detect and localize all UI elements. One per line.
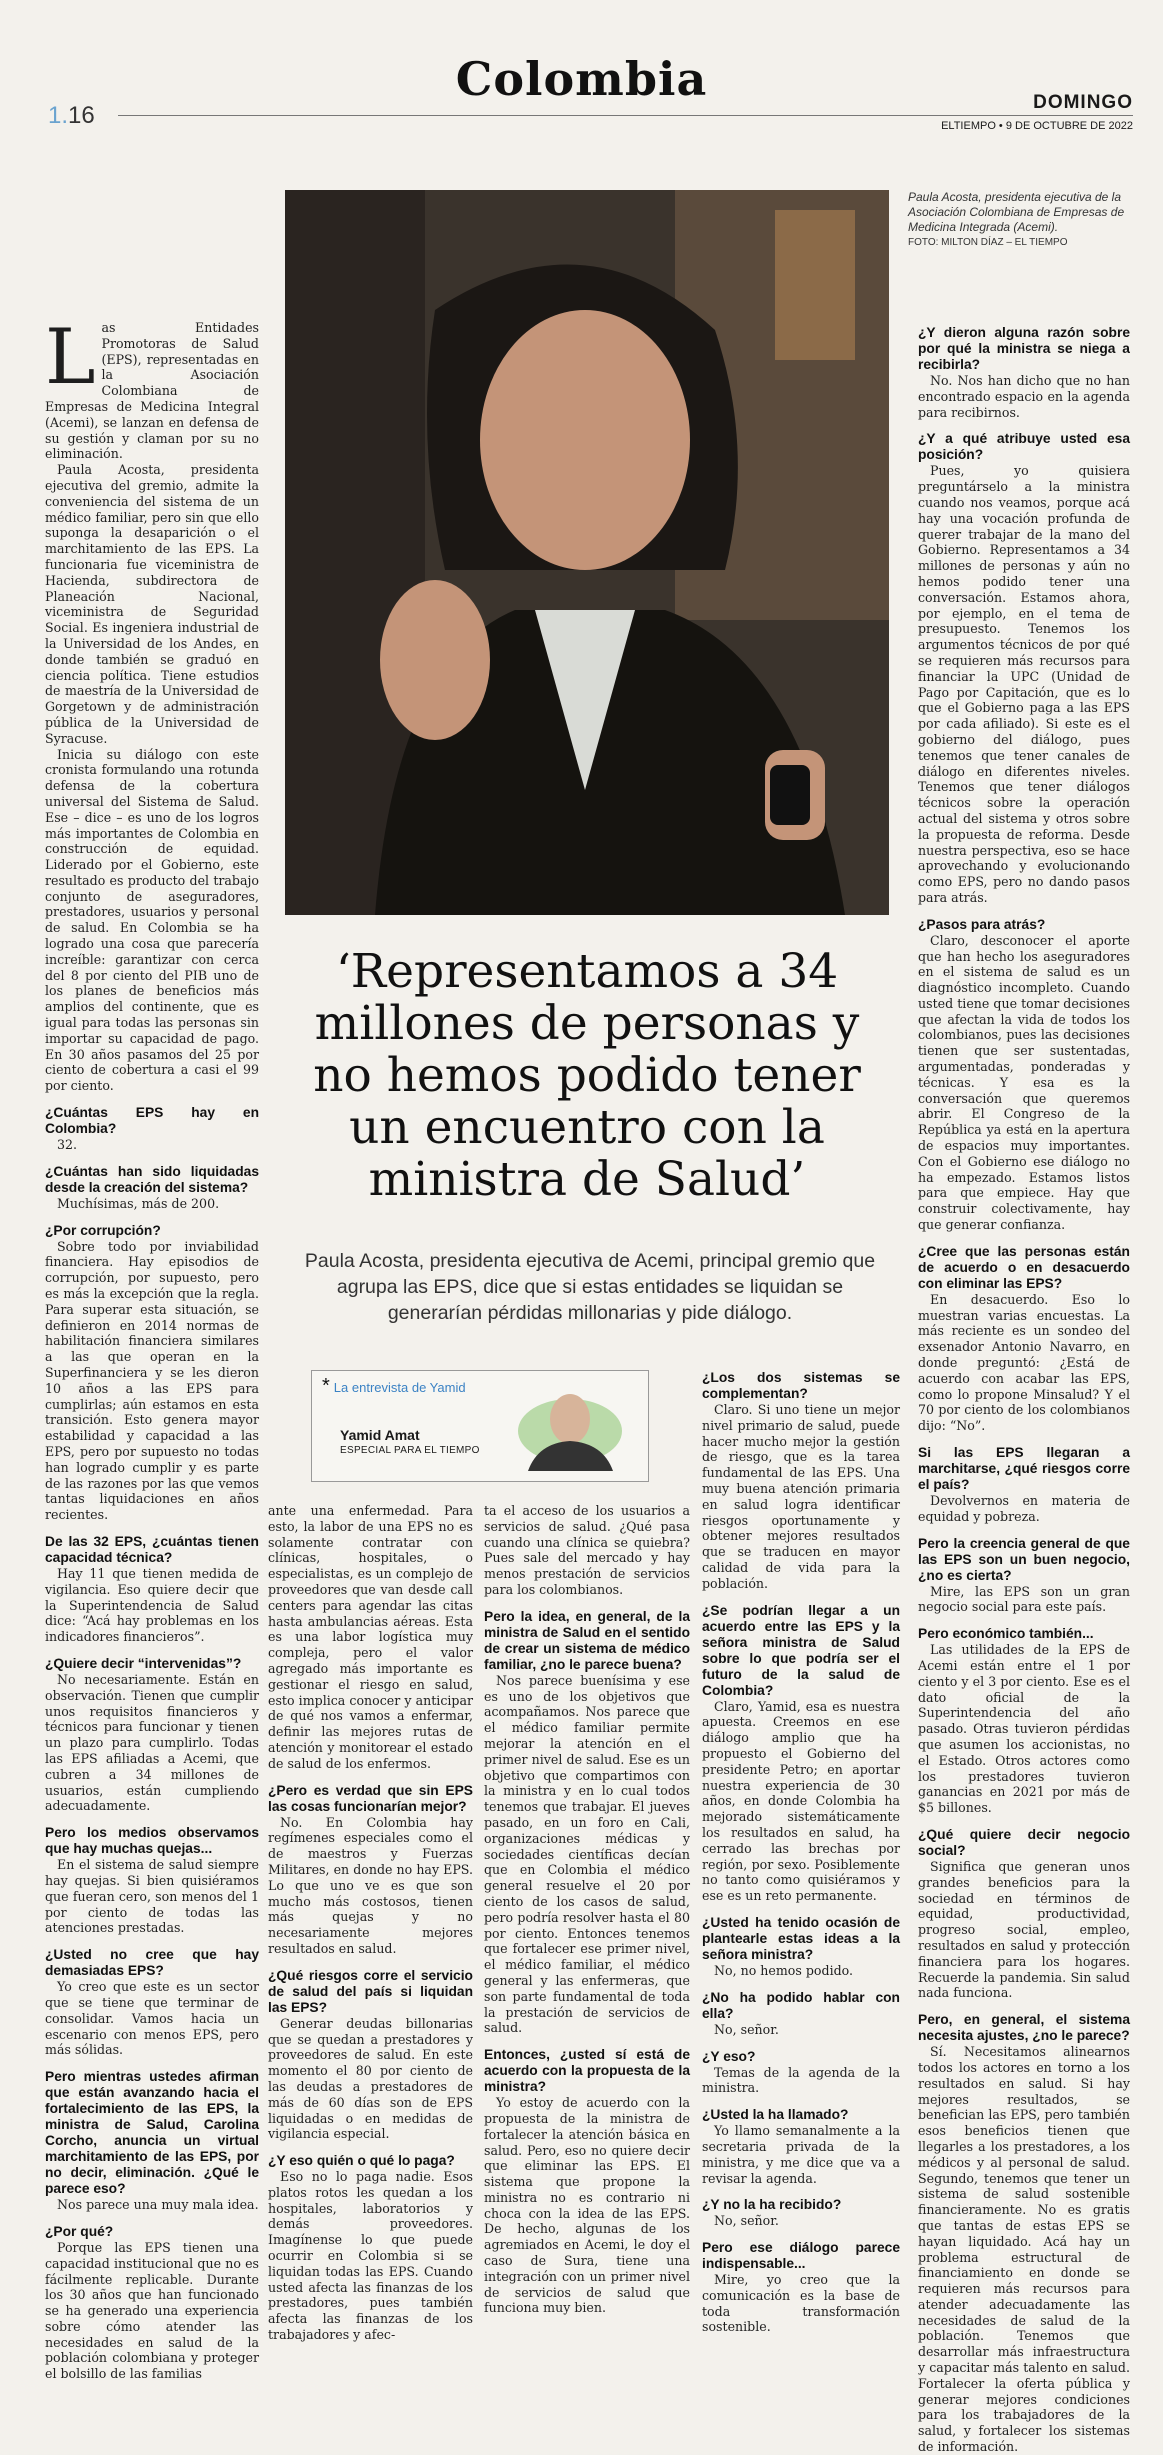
photo-credit: FOTO: MILTON DÍAZ – EL TIEMPO: [908, 237, 1068, 248]
question: ¿Cree que las personas están de acuerdo o en desacuerdo con eliminar las EPS?: [918, 1243, 1130, 1291]
answer: Sobre todo por inviabilidad financiera. Hay episodios de corrupción, por supuesto, pero es más la excepción que la regla. Para superar esta situación, se definieron en 2014 normas de habilitación financiera similares a las que operan en la Superfinanciera y se les dieron 10 años a las EPS para cumplirlas; aún estamos en esta transición. Esto genera mayor estabilidad y capacidad a las EPS, pero por supuesto no todas han logrado cumplir y es parte de las razones por las que vemos tantas liquidaciones en años recientes.: [45, 1238, 259, 1523]
byline-role: ESPECIAL PARA EL TIEMPO: [340, 1445, 480, 1456]
question: ¿Se podrían llegar a un acuerdo entre las EPS y la señora ministra de Salud sobre lo que podría ser el futuro de la salud de Colombia?: [702, 1602, 900, 1698]
question: ¿Pero es verdad que sin EPS las cosas funcionarían mejor?: [268, 1782, 473, 1814]
column-1: [45, 312, 259, 2382]
question: Pero mientras ustedes afirman que están avanzando hacia el fortalecimiento de las EPS, la ministra de Salud, Carolina Corcho, anuncia un virtual marchitamiento de las EPS, por no decir, eliminación. ¿Qué le parece eso?: [45, 2069, 259, 2197]
question: ¿Qué quiere decir negocio social?: [918, 1826, 1130, 1858]
column-2: [268, 1503, 473, 2343]
answer: Generar deudas billonarias que se quedan a prestadores y proveedores de salud. En este momento el 80 por ciento de las deudas a prestadores de más de 60 días son de EPS liquidadas o en medidas de vigilancia especial.: [268, 2015, 473, 2142]
question: ¿No ha podido hablar con ella?: [702, 1989, 900, 2021]
column-4: [702, 1370, 900, 2335]
answer: Yo llamo semanalmente a la secretaria privada de la ministra, y me dice que va a revisar la agenda.: [702, 2123, 900, 2186]
question: Pero la creencia general de que las EPS son un buen negocio, ¿no es cierta?: [918, 1535, 1130, 1583]
question: ¿Y eso quién o qué lo paga?: [268, 2153, 455, 2169]
paragraph: Inicia su diálogo con este cronista formulando una rotunda defensa de la cobertura universal del Sistema de Salud. Ese – dice – es uno de los logros más importantes de Colombia en construcción de equidad. Liderado por el Gobierno, este resultado es producto del trabajo conjunto de aseguradores, prestadores, usuarios y personal de salud. En Colombia se ha logrado una cosa que parecería increíble: garantizar con cerca del 8 por ciento del PIB uno de los planes de beneficios más amplios del continente, que es igual para todas las personas sin importar su capacidad de pago. En 30 años pasamos del 25 por ciento de cobertura a casi el 99 por ciento.: [45, 746, 259, 1094]
byline-box: [311, 1370, 649, 1482]
answer: Porque las EPS tienen una capacidad institucional que no es fácilmente replicable. Durante los 30 años que han funcionado se ha generado una experiencia sobre cómo atender las necesidades en salud de la población colombiana y proteger el bolsillo de las familias: [45, 2239, 259, 2382]
answer: Eso no lo paga nadie. Esos platos rotos les quedan a los hospitales, laboratorios y demás proveedores. Imagínense lo que puede ocurrir en Colombia si se liquidan todas las EPS. Cuando usted afecta las finanzas de los prestadores, pues también afecta las finanzas de los trabajadores y afec-: [268, 2169, 473, 2343]
answer: En el sistema de salud siempre hay quejas. Si bien quisiéramos que fueran cero, son menos del 1 por ciento de todas las atenciones prestadas.: [45, 1857, 259, 1936]
question: ¿Y a qué atribuye usted esa posición?: [918, 431, 1130, 463]
answer: En desacuerdo. Eso lo muestran varias encuestas. La más reciente es un sondeo del exsenador Antonio Navarro, en donde preguntó: ¿Está de acuerdo con acabar las EPS, como lo propone Minsalud? Y el 70 por ciento de los colombianos dijo: “No”.: [918, 1291, 1130, 1434]
answer: Devolvernos en materia de equidad y pobreza.: [918, 1493, 1130, 1524]
answer: Claro, desconocer el aporte que han hecho los aseguradores en el sistema de salud es un diagnóstico incompleto. Cuando usted tiene que tomar decisiones que afectan la vida de todos los colombianos, pues las decisiones tienen que ser sustentadas, argumentadas, ponderadas y técnicas. Y esa es la conversación que queremos abrir. El Congreso de la República ya está en la apertura de espacios muy importantes. Con el Gobierno ese diálogo no ha empezado. Estamos listos para que empiece. Hay que construir colectivamente, hay que generar confianza.: [918, 932, 1130, 1233]
question: ¿Quiere decir “intervenidas”?: [45, 1655, 242, 1671]
photo-caption: Paula Acosta, presidenta ejecutiva de la Asociación Colombiana de Empresas de Medicina Integrada (Acemi). FOTO: MILTON DÍAZ – EL TIEMPO: [908, 190, 1138, 250]
answer: Pues, yo quisiera preguntárselo a la ministra cuando nos veamos, porque acá hay una vocación profunda de querer trabajar de la mano del Gobierno. Representamos a 34 millones de personas y aún no hemos podido tener una conversación. Estamos ahora, por ejemplo, en el tema de presupuesto. Tenemos los argumentos técnicos de por qué se requieren más recursos para financiar la UPC (Unidad de Pago por Capitación, que es lo que el Gobierno paga a las EPS por cada afiliado). Si este es el gobierno del diálogo, pues tenemos que tener canales de diálogo en diferentes niveles. Tenemos que tener diálogos técnicos sobre la operación actual del sistema y otros sobre la propuesta de reforma. Desde nuestra perspectiva, eso se hace aprovechando y evolucionando como EPS, pero no dando pasos para atrás.: [918, 463, 1130, 905]
portrait-illustration: [285, 190, 889, 915]
question: ¿Pasos para atrás?: [918, 916, 1046, 932]
question: Pero los medios observamos que hay muchas quejas...: [45, 1825, 259, 1857]
answer: Mire, yo creo que la comunicación es la base de toda transformación sostenible.: [702, 2272, 900, 2335]
answer: 32.: [57, 1137, 78, 1153]
answer: Hay 11 que tienen medida de vigilancia. Eso quiere decir que la Superintendencia de Salud dice: “Acá hay problemas en los indicadores financieros”.: [45, 1565, 259, 1645]
question: Si las EPS llegaran a marchitarse, ¿qué riesgos corre el país?: [918, 1445, 1130, 1493]
question: Pero económico también...: [918, 1626, 1094, 1642]
answer: Yo creo que este es un sector que se tiene que terminar de consolidar. Vamos hacia un escenario con menos EPS, pero más sólidas.: [45, 1979, 259, 2058]
interview-photo: [285, 190, 889, 915]
question: ¿Cuántas EPS hay en Colombia?: [45, 1105, 259, 1137]
question: ¿Cuántas han sido liquidadas desde la creación del sistema?: [45, 1163, 259, 1195]
question: ¿Usted ha tenido ocasión de plantearle estas ideas a la señora ministra?: [702, 1914, 900, 1962]
column-5: [918, 325, 1130, 2455]
question: ¿Y no la ha recibido?: [702, 2197, 842, 2213]
answer: Significa que generan unos grandes beneficios para la sociedad en términos de equidad, productividad, progreso social, empleo, resultados en salud y protección financiera para los hogares. Recuerde la pandemia. Sin salud nada funciona.: [918, 1858, 1130, 2001]
answer: Claro, Yamid, esa es nuestra apuesta. Creemos en ese diálogo amplio que ha propuesto el Gobierno del presidente Petro; en aportar nuestra experiencia de 30 años, en donde Colombia ha mejorado sistemáticamente los resultados en salud, ha cerrado las brechas por región, por sexo. Posiblemente no tanto como quisiéramos y ese es un reto permanente.: [702, 1698, 900, 1904]
answer: Sí. Necesitamos alinearnos todos los actores en torno a los resultados en salud. Si hay mejores resultados, se benefician las EPS, pero también esos beneficios tienen que llegarles a los prestadores, a los médicos y al personal de salud. Segundo, tenemos que tener un sistema de salud sostenible financieramente. No es gratis que tantas de estas EPS se hayan liquidado. Acá hay un problema estructural de financiamiento en donde se requieren más recursos para atender adecuadamente las necesidades de salud de la población. Tenemos que desarrollar más infraestructura y capacitar más talento en salud. Fortalecer la oferta pública y generar mejores condiciones para los trabajadores de la salud, y fortalecer los sistemas de información.: [918, 2044, 1130, 2455]
question: Pero, en general, el sistema necesita ajustes, ¿no le parece?: [918, 2012, 1130, 2044]
deck: Paula Acosta, presidenta ejecutiva de Acemi, principal gremio que agrupa las EPS, dice que si estas entidades se liquidan se generarían pérdidas millonarias y pide diálogo.: [304, 1250, 876, 1324]
page-number: 1.16: [48, 102, 95, 129]
question: ¿Y dieron alguna razón sobre por qué la ministra se niega a recibirla?: [918, 325, 1130, 372]
answer: Las utilidades de la EPS de Acemi están entre el 1 por ciento y el 3 por ciento. Ese es el dato oficial de la Superintendencia del año pasado. Otras tuvieron pérdidas que asumen los accionistas, no el Estado. Otros actores como los prestadores tuvieron ganancias en 2021 por más de $5 billones.: [918, 1642, 1130, 1816]
asterisk-icon: *: [322, 1375, 330, 1397]
question: ¿Por corrupción?: [45, 1222, 161, 1238]
masthead-rule: [118, 115, 1133, 116]
question: Pero ese diálogo parece indispensable...: [702, 2240, 900, 2272]
paragraph: ta el acceso de los usuarios a servicios de salud. ¿Qué pasa cuando una clínica se quiebra? Pues sale del mercado y hay menos prestación de servicios para los colombianos.: [484, 1503, 690, 1597]
answer: Muchísimas, más de 200.: [57, 1195, 220, 1211]
question: De las 32 EPS, ¿cuántas tienen capacidad técnica?: [45, 1533, 259, 1565]
question: ¿Usted la ha llamado?: [702, 2107, 849, 2123]
author-portrait: [508, 1381, 638, 1471]
byline-name: Yamid Amat: [340, 1427, 420, 1443]
dateline: ELTIEMPO • 9 DE OCTUBRE DE 2022: [941, 120, 1133, 132]
answer: No, señor.: [714, 2213, 779, 2229]
answer: No, señor.: [714, 2021, 779, 2037]
question: ¿Y eso?: [702, 2048, 756, 2064]
byline-tag: * La entrevista de Yamid: [322, 1375, 466, 1397]
answer: Nos parece buenísima y ese es uno de los objetivos que acompañamos. Nos parece que el médico familiar permite mejorar la atención en el primer nivel de salud. Ese es un objetivo que compartimos con la ministra y en lo cual todos tenemos que trabajar. El jueves pasado, en un foro en Cali, organizaciones médicas y sociedades científicas decían que en Colombia el médico general resuelve el 20 por ciento de los casos de salud, pero podría resolver hasta el 80 por ciento. Entonces tenemos que fortalecer ese primer nivel, el médico familiar, el médico general y las enfermeras, que son parte fundamental de toda la prestación de servicios de salud.: [484, 1672, 690, 2036]
answer: No. En Colombia hay regímenes especiales como el de maestros y Fuerzas Militares, en donde no hay EPS. Lo que uno ve es que son mucho más costosos, tienen más quejas y no necesariamente mejores resultados en salud.: [268, 1814, 473, 1956]
answer: Nos parece una muy mala idea.: [57, 2197, 259, 2213]
paragraph: ante una enfermedad. Para esto, la labor de una EPS no es solamente contratar con clínicas, hospitales, o especialistas, es un complejo de proveedores que van desde call centers para agendar las citas hasta ambulancias aéreas. Esta es una labor logística muy compleja, pero el valor agregado más importante es gestionar el riesgo en salud, esto implica conocer y anticipar de qué nos vamos a enfermar, definir las mejores rutas de atención y monitorear el estado de salud de los enfermos.: [268, 1503, 473, 1771]
headline: ‘Representamos a 34 millones de personas y no hemos podido tener un encuentro con la ministra de Salud’: [313, 944, 861, 1207]
answer: Mire, las EPS son un gran negocio social para este país.: [918, 1583, 1130, 1615]
answer: No, no hemos podido.: [714, 1962, 854, 1978]
intro-paragraph: Las Entidades Promotoras de Salud (EPS), representadas en la Asociación Colombiana de Empresas de Medicina Integral (Acemi), se lanzan en defensa de su gestión y claman por su no eliminación.: [45, 312, 259, 462]
answer: Yo estoy de acuerdo con la propuesta de la ministra de fortalecer la atención básica en salud. Pero, eso no quiere decir que eliminar las EPS. El sistema que propone la ministra no es contrario ni choca con la idea de las EPS. De hecho, algunas de los agremiados en Acemi, le doy el caso de Sura, tiene una integración con un primer nivel de servicios de salud que funciona muy bien.: [484, 2095, 690, 2316]
paragraph: Paula Acosta, presidenta ejecutiva del gremio, admite la conveniencia del sistema de un médico familiar, pero sin que ello suponga la desaparición o el marchitamiento de las EPS. La funcionaria fue viceministra de Hacienda, subdirectora de Planeación Nacional, viceministra de Seguridad Social. Es ingeniera industrial de la Universidad de los Andes, en donde también se graduó en ciencia política. Tiene estudios de maestría de la Universidad de Gorgetown y de administración pública de la Universidad de Syracuse.: [45, 462, 259, 746]
answer: Claro. Si uno tiene un mejor nivel primario de salud, puede hacer mucho mejor la gestión de riesgo, que es la tarea fundamental de las EPS. Una muy buena atención primaria en salud logra identificar riesgos oportunamente y obtener mejores resultados que se traducen en mayor calidad de vida para la población.: [702, 1402, 900, 1591]
question: ¿Usted no cree que hay demasiadas EPS?: [45, 1947, 259, 1979]
drop-cap: L: [45, 312, 96, 401]
day-label: DOMINGO: [1033, 92, 1133, 113]
question: Pero la idea, en general, de la ministra de Salud en el sentido de crear un sistema de médico familiar, ¿no le parece buena?: [484, 1608, 690, 1672]
answer: Temas de la agenda de la ministra.: [702, 2064, 900, 2096]
section-title: Colombia: [455, 52, 708, 106]
question: Entonces, ¿usted sí está de acuerdo con la propuesta de la ministra?: [484, 2047, 690, 2095]
question: ¿Qué riesgos corre el servicio de salud del país si liquidan las EPS?: [268, 1967, 473, 2015]
column-3: [484, 1503, 690, 2316]
answer: No. Nos han dicho que no han encontrado espacio en la agenda para recibirnos.: [918, 373, 1130, 420]
answer: No necesariamente. Están en observación. Tienen que cumplir unos requisitos financieros y técnicos para funcionar y tienen un plazo para cumplirlo. Todas las EPS afiliadas a Acemi, que cubren a 34 millones de usuarios, están cumpliendo adecuadamente.: [45, 1671, 259, 1814]
question: ¿Los dos sistemas se complementan?: [702, 1370, 900, 1401]
question: ¿Por qué?: [45, 2223, 114, 2239]
